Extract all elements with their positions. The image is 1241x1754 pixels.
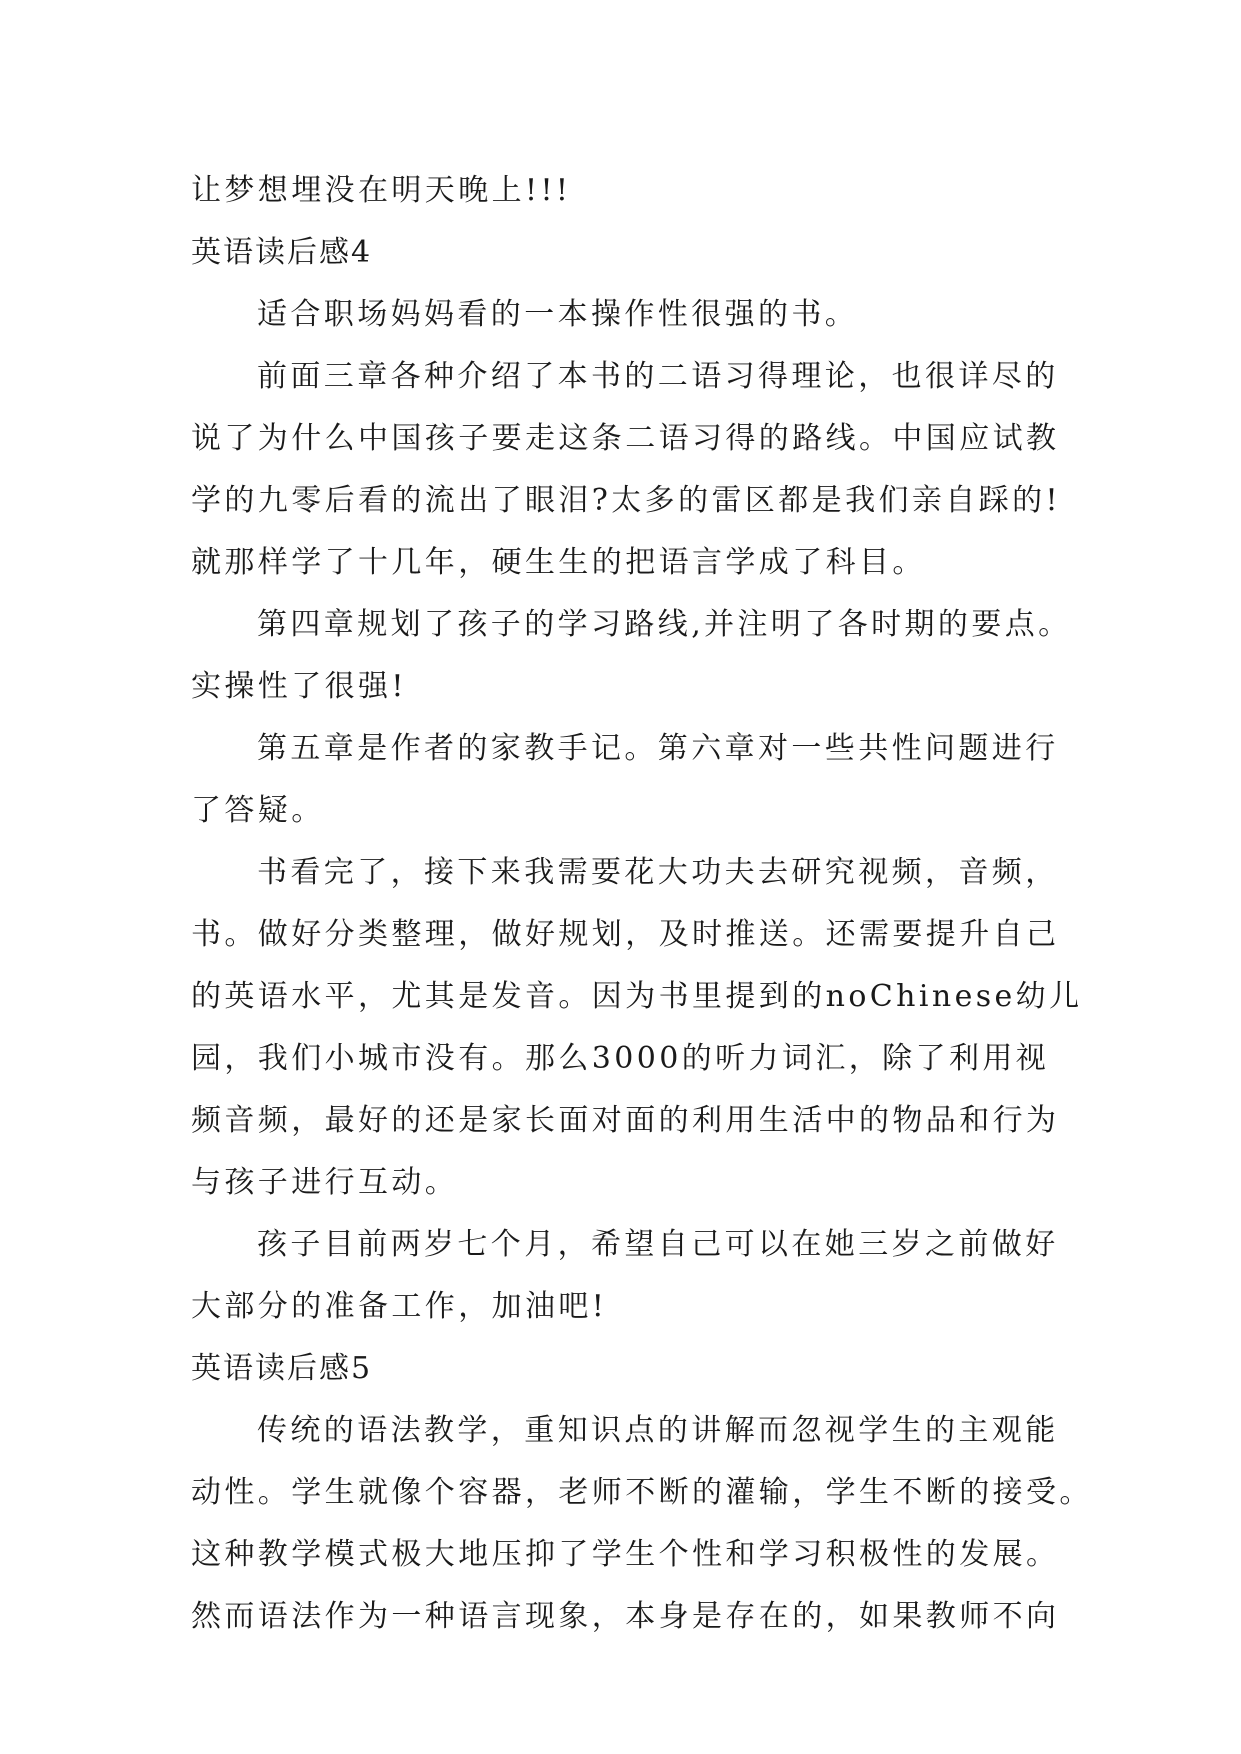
body-line: 了答疑。 xyxy=(191,793,325,828)
body-line: 与孩子进行互动。 xyxy=(191,1165,459,1200)
body-line: 书。做好分类整理，做好规划，及时推送。还需要提升自己 xyxy=(191,917,1060,952)
paragraph-first-line: 适合职场妈妈看的一本操作性很强的书。 xyxy=(257,297,859,332)
body-line: 动性。学生就像个容器，老师不断的灌输，学生不断的接受。 xyxy=(191,1475,1093,1510)
paragraph-first-line: 书看完了，接下来我需要花大功夫去研究视频，音频， xyxy=(257,855,1059,890)
paragraph-first-line: 前面三章各种介绍了本书的二语习得理论，也很详尽的 xyxy=(257,359,1059,394)
paragraph-first-line: 传统的语法教学，重知识点的讲解而忽视学生的主观能 xyxy=(257,1413,1059,1448)
paragraph-first-line: 第四章规划了孩子的学习路线,并注明了各时期的要点。 xyxy=(257,607,1072,642)
paragraph-first-line: 第五章是作者的家教手记。第六章对一些共性问题进行 xyxy=(257,731,1059,766)
body-line: 园，我们小城市没有。那么3000的听力词汇，除了利用视 xyxy=(191,1041,1050,1076)
body-line: 这种教学模式极大地压抑了学生个性和学习积极性的发展。 xyxy=(191,1537,1060,1572)
body-line: 说了为什么中国孩子要走这条二语习得的路线。中国应试教 xyxy=(191,421,1060,456)
body-line: 让梦想埋没在明天晚上!!! xyxy=(191,173,572,208)
paragraph-first-line: 孩子目前两岁七个月，希望自己可以在她三岁之前做好 xyxy=(257,1227,1059,1262)
section-heading: 英语读后感4 xyxy=(191,235,373,270)
body-line: 然而语法作为一种语言现象，本身是存在的，如果教师不向 xyxy=(191,1599,1060,1634)
body-line: 频音频，最好的还是家长面对面的利用生活中的物品和行为 xyxy=(191,1103,1060,1138)
section-heading: 英语读后感5 xyxy=(191,1351,373,1386)
body-line: 学的九零后看的流出了眼泪?太多的雷区都是我们亲自踩的! xyxy=(191,483,1061,518)
body-line: 实操性了很强! xyxy=(191,669,407,704)
body-line: 的英语水平，尤其是发音。因为书里提到的noChinese幼儿 xyxy=(191,979,1083,1014)
body-line: 大部分的准备工作，加油吧! xyxy=(191,1289,608,1324)
document-body xyxy=(191,160,1093,1648)
body-line: 就那样学了十几年，硬生生的把语言学成了科目。 xyxy=(191,545,926,580)
